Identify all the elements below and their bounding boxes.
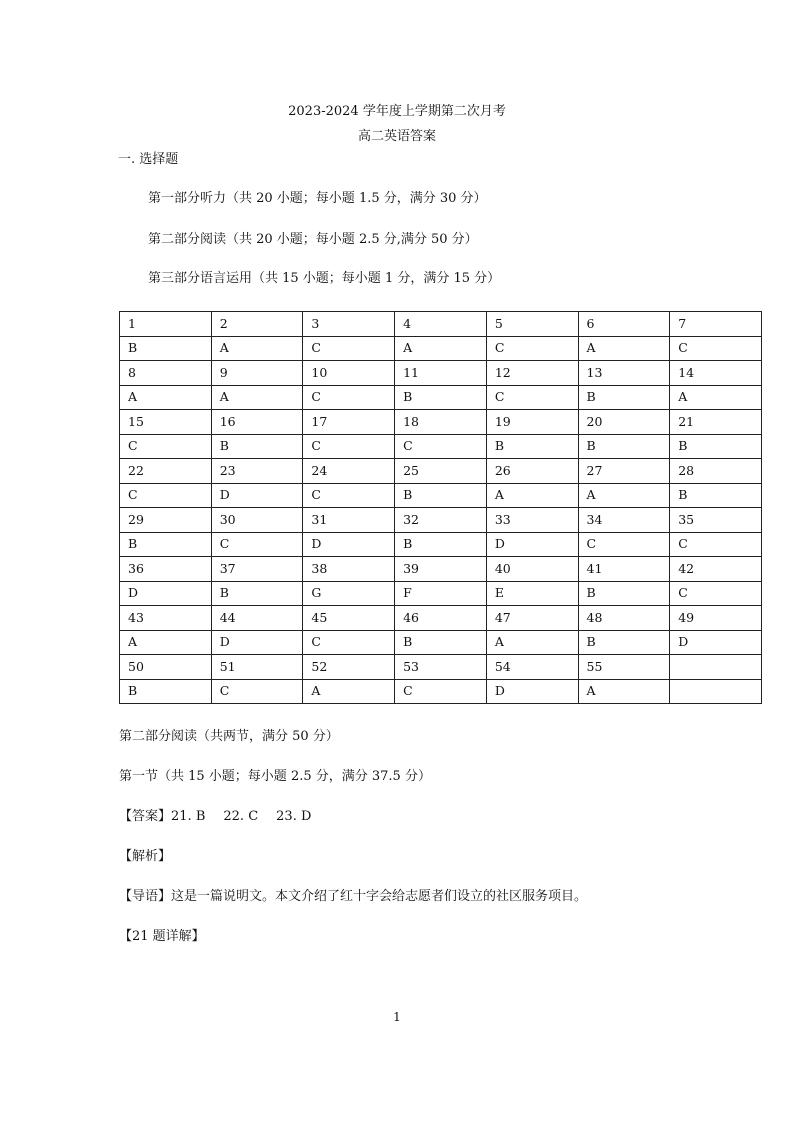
table-cell: 20 [578, 410, 670, 435]
table-cell: 2 [211, 312, 303, 337]
table-cell: 38 [303, 557, 395, 582]
table-cell: B [211, 434, 303, 459]
document-subtitle: 高二英语答案 [357, 129, 436, 144]
table-cell: B [578, 581, 670, 606]
table-cell: C [486, 385, 578, 410]
table-cell: C [395, 679, 487, 704]
table-cell: D [670, 630, 762, 655]
table-cell: 26 [486, 459, 578, 484]
table-cell: 6 [578, 312, 670, 337]
table-row [120, 434, 762, 459]
answer-label: 【答案】 [119, 809, 172, 824]
part-listening: 第一部分听力（共 20 小题；每小题 1.5 分，满分 30 分） [148, 191, 487, 206]
table-cell: E [486, 581, 578, 606]
table-cell: 50 [120, 655, 212, 680]
table-cell: B [120, 679, 212, 704]
table-cell: 31 [303, 508, 395, 533]
table-row [120, 385, 762, 410]
table-cell: B [211, 581, 303, 606]
table-cell: A [120, 630, 212, 655]
table-cell: 30 [211, 508, 303, 533]
table-cell: 16 [211, 410, 303, 435]
table-cell: B [395, 532, 487, 557]
table-cell: 45 [303, 606, 395, 631]
page-number: 1 [393, 1010, 401, 1024]
table-cell: B [486, 434, 578, 459]
table-cell: 48 [578, 606, 670, 631]
table-cell: 9 [211, 361, 303, 386]
table-cell: 27 [578, 459, 670, 484]
table-cell: F [395, 581, 487, 606]
table-row [120, 655, 762, 680]
table-cell: A [395, 336, 487, 361]
table-row [120, 581, 762, 606]
table-cell: A [211, 336, 303, 361]
table-cell: 12 [486, 361, 578, 386]
table-row [120, 459, 762, 484]
table-cell: B [395, 630, 487, 655]
table-cell: B [120, 336, 212, 361]
table-cell: A [670, 385, 762, 410]
table-cell: D [211, 483, 303, 508]
table-cell: A [211, 385, 303, 410]
table-cell: C [670, 336, 762, 361]
answer-23: 23. D [276, 809, 312, 824]
table-cell: 43 [120, 606, 212, 631]
table-cell: B [395, 483, 487, 508]
table-row [120, 679, 762, 704]
table-cell: 11 [395, 361, 487, 386]
table-cell: 54 [486, 655, 578, 680]
table-cell: C [303, 336, 395, 361]
table-row [120, 606, 762, 631]
table-cell [670, 655, 762, 680]
table-cell: 5 [486, 312, 578, 337]
table-cell: 29 [120, 508, 212, 533]
table-cell: D [486, 532, 578, 557]
reading-subsection-heading: 第一节（共 15 小题；每小题 2.5 分，满分 37.5 分） [119, 769, 431, 784]
table-cell: B [670, 434, 762, 459]
part-language-use: 第三部分语言运用（共 15 小题；每小题 1 分，满分 15 分） [148, 271, 501, 286]
document-title: 2023-2024 学年度上学期第二次月考 [288, 104, 506, 119]
table-cell: B [670, 483, 762, 508]
answer-line [119, 805, 311, 824]
table-cell: 14 [670, 361, 762, 386]
table-cell: 10 [303, 361, 395, 386]
table-cell: B [578, 385, 670, 410]
table-cell [670, 679, 762, 704]
table-cell: C [303, 483, 395, 508]
table-cell: B [395, 385, 487, 410]
table-cell: 44 [211, 606, 303, 631]
table-cell: 3 [303, 312, 395, 337]
table-cell: 47 [486, 606, 578, 631]
guide-text: 【导语】这是一篇说明文。本文介绍了红十字会给志愿者们设立的社区服务项目。 [119, 889, 588, 904]
table-cell: 52 [303, 655, 395, 680]
table-cell: C [670, 532, 762, 557]
table-cell: A [486, 630, 578, 655]
table-cell: 55 [578, 655, 670, 680]
table-cell: 35 [670, 508, 762, 533]
table-cell: A [578, 679, 670, 704]
table-cell: C [120, 483, 212, 508]
answer-22: 22. C [223, 809, 259, 824]
table-row [120, 312, 762, 337]
table-cell: C [120, 434, 212, 459]
table-cell: C [303, 385, 395, 410]
table-cell: B [120, 532, 212, 557]
table-cell: 36 [120, 557, 212, 582]
table-cell: 22 [120, 459, 212, 484]
table-cell: 25 [395, 459, 487, 484]
table-cell: D [211, 630, 303, 655]
table-cell: 37 [211, 557, 303, 582]
table-cell: 8 [120, 361, 212, 386]
table-cell: A [120, 385, 212, 410]
table-cell: D [486, 679, 578, 704]
table-cell: D [120, 581, 212, 606]
section-heading: 一. 选择题 [118, 152, 179, 167]
table-cell: 40 [486, 557, 578, 582]
table-row [120, 630, 762, 655]
table-row [120, 483, 762, 508]
table-row [120, 410, 762, 435]
table-row [120, 557, 762, 582]
table-cell: 51 [211, 655, 303, 680]
table-cell: 42 [670, 557, 762, 582]
table-cell: 39 [395, 557, 487, 582]
table-cell: 4 [395, 312, 487, 337]
table-cell: 15 [120, 410, 212, 435]
table-cell: C [578, 532, 670, 557]
table-cell: 23 [211, 459, 303, 484]
table-cell: 33 [486, 508, 578, 533]
table-cell: 7 [670, 312, 762, 337]
table-cell: 28 [670, 459, 762, 484]
table-cell: 19 [486, 410, 578, 435]
table-cell: D [303, 532, 395, 557]
answer-21: 21. B [171, 809, 206, 824]
table-cell: 1 [120, 312, 212, 337]
table-cell: 34 [578, 508, 670, 533]
table-cell: C [303, 434, 395, 459]
analysis-label: 【解析】 [119, 849, 172, 864]
table-cell: A [303, 679, 395, 704]
table-row [120, 336, 762, 361]
table-cell: A [486, 483, 578, 508]
table-row [120, 508, 762, 533]
table-cell: 32 [395, 508, 487, 533]
table-cell: C [486, 336, 578, 361]
answer-table [119, 311, 762, 704]
table-cell: 41 [578, 557, 670, 582]
table-row [120, 532, 762, 557]
detail-label: 【21 题详解】 [119, 929, 205, 944]
table-row [120, 361, 762, 386]
table-cell: 46 [395, 606, 487, 631]
table-cell: C [670, 581, 762, 606]
table-cell: A [578, 483, 670, 508]
table-cell: 53 [395, 655, 487, 680]
table-cell: 49 [670, 606, 762, 631]
table-cell: B [578, 630, 670, 655]
table-cell: C [395, 434, 487, 459]
table-cell: 21 [670, 410, 762, 435]
table-cell: A [578, 336, 670, 361]
reading-section-heading: 第二部分阅读（共两节，满分 50 分） [119, 729, 339, 744]
table-cell: 13 [578, 361, 670, 386]
table-cell: C [211, 532, 303, 557]
table-cell: C [303, 630, 395, 655]
table-cell: 24 [303, 459, 395, 484]
table-cell: C [211, 679, 303, 704]
table-cell: B [578, 434, 670, 459]
table-cell: 18 [395, 410, 487, 435]
part-reading: 第二部分阅读（共 20 小题；每小题 2.5 分,满分 50 分） [148, 232, 478, 247]
table-cell: G [303, 581, 395, 606]
table-cell: 17 [303, 410, 395, 435]
